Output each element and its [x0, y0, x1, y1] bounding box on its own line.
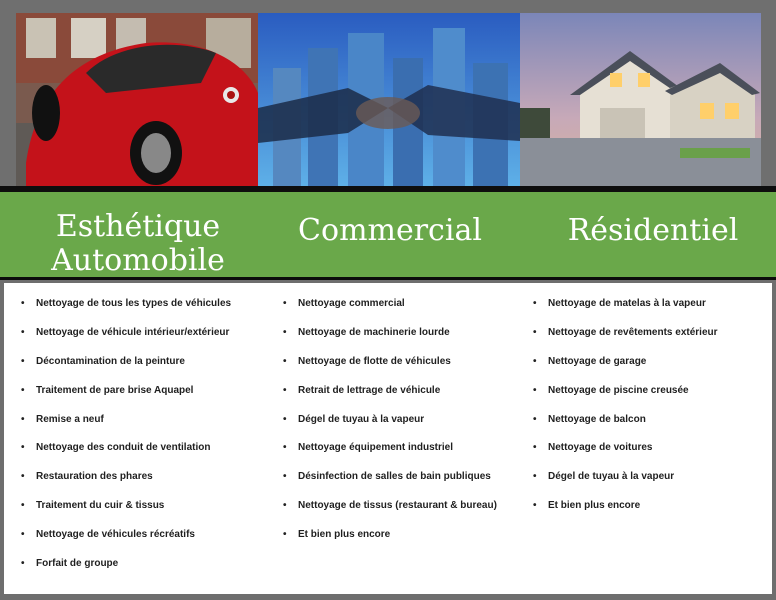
list-item: • Nettoyage de tissus (restaurant & bureau): [283, 498, 497, 527]
residential-services-list: [533, 296, 718, 527]
list-item: • Nettoyage de matelas à la vapeur: [533, 296, 718, 325]
list-item: • Dégel de tuyau à la vapeur: [533, 469, 718, 498]
heading-automobile: Esthétique Automobile: [51, 209, 225, 278]
list-item: • Et bien plus encore: [283, 527, 497, 556]
list-item: • Restauration des phares: [21, 469, 231, 498]
list-item: • Désinfection de salles de bain publiques: [283, 469, 497, 498]
list-item: • Nettoyage de machinerie lourde: [283, 325, 497, 354]
list-item: • Décontamination de la peinture: [21, 354, 231, 383]
list-item: • Nettoyage de piscine creusée: [533, 383, 718, 412]
list-item: • Retrait de lettrage de véhicule: [283, 383, 497, 412]
list-item: • Dégel de tuyau à la vapeur: [283, 412, 497, 441]
list-item: • Remise a neuf: [21, 412, 231, 441]
list-item: • Nettoyage de garage: [533, 354, 718, 383]
list-item: • Traitement de pare brise Aquapel: [21, 383, 231, 412]
handshake-photo: [258, 13, 520, 188]
car-photo: [16, 13, 258, 188]
commercial-services-list: [283, 296, 497, 556]
list-item: • Traitement du cuir & tissus: [21, 498, 231, 527]
list-item: • Nettoyage de balcon: [533, 412, 718, 441]
heading-commercial: Commercial: [298, 213, 482, 248]
list-item: • Nettoyage de voitures: [533, 440, 718, 469]
list-item: • Nettoyage de flotte de véhicules: [283, 354, 497, 383]
list-item: • Nettoyage commercial: [283, 296, 497, 325]
list-item: • Nettoyage de revêtements extérieur: [533, 325, 718, 354]
list-item: • Nettoyage équipement industriel: [283, 440, 497, 469]
heading-residential: Résidentiel: [567, 213, 739, 248]
list-item: • Nettoyage de véhicules récréatifs: [21, 527, 231, 556]
list-item: • Forfait de groupe: [21, 556, 231, 585]
list-item: • Nettoyage de véhicule intérieur/extérieur: [21, 325, 231, 354]
automobile-services-list: [21, 296, 231, 585]
photo-strip: [16, 13, 761, 188]
list-item: • Nettoyage des conduit de ventilation: [21, 440, 231, 469]
list-item: • Nettoyage de tous les types de véhicules: [21, 296, 231, 325]
list-item: • Et bien plus encore: [533, 498, 718, 527]
house-photo: [520, 13, 761, 188]
